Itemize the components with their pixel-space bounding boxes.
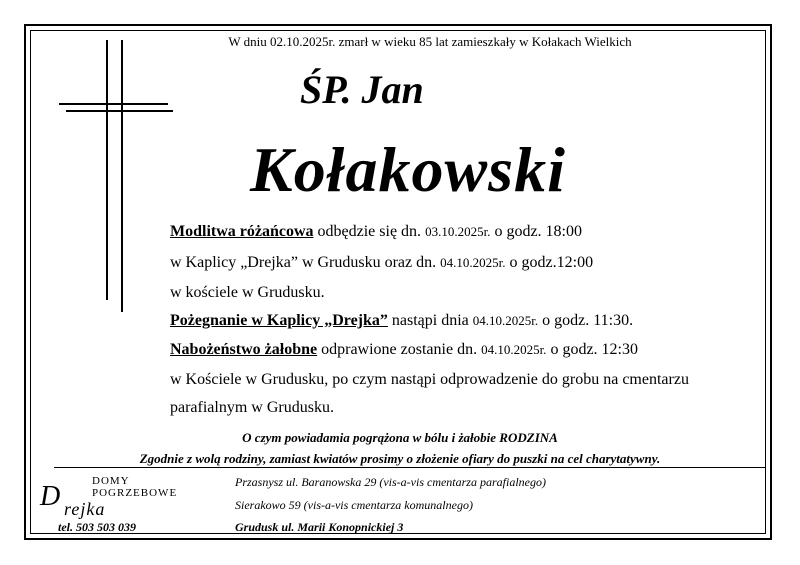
text-line-7: parafialnym w Grudusku. [170, 399, 334, 416]
address-2: Sierakowo 59 (vis-a-vis cmentarza komunalnego) [235, 498, 473, 512]
text-line-5: Nabożeństwo żałobne odprawione zostanie dn. 04.10.2025r. o godz. 12:30 [170, 341, 638, 358]
text-line-3: w kościele w Grudusku. [170, 284, 325, 301]
address-1: Przasnysz ul. Baranowska 29 (vis-a-vis cmentarza parafialnego) [235, 475, 546, 489]
divider [54, 467, 766, 468]
phone-number: tel. 503 503 039 [58, 520, 136, 534]
text-line-6: w Kościele w Grudusku, po czym nastąpi odprowadzenie do grobu na cmentarzu [170, 371, 689, 388]
text-line-2: w Kaplicy „Drejka” w Grudusku oraz dn. 04.10.2025r. o godz.12:00 [170, 254, 594, 271]
funeral-home-logo [40, 475, 180, 523]
cross-icon [106, 40, 108, 300]
title-prefix: ŚP. Jan [300, 67, 424, 112]
logo-d: D [40, 481, 61, 512]
surname: Kołakowski [250, 134, 566, 205]
text-line-4: Pożegnanie w Kaplicy „Drejka” nastąpi dnia 04.10.2025r. o godz. 11:30. [170, 312, 634, 329]
logo-drejka: rejka [64, 499, 106, 519]
logo-pogrzebowe: POGRZEBOWE [92, 487, 178, 499]
cross-bar-2 [66, 110, 173, 112]
cross-bar [59, 103, 168, 105]
cross-icon-line [121, 40, 123, 312]
family-notice: O czym powiadamia pogrążona w bólu i żałobie RODZINA [242, 430, 558, 445]
address-3: Grudusk ul. Marii Konopnickiej 3 [235, 520, 404, 534]
text-line-1: Modlitwa różańcowa odbędzie się dn. 03.10.2025r. o godz. 18:00 [170, 223, 582, 240]
charity-notice: Zgodnie z wolą rodziny, zamiast kwiatów prosimy o złożenie ofiary do puszki na cel charytatywny. [139, 451, 661, 466]
logo-domy: DOMY [92, 475, 130, 487]
death-notice-header: W dniu 02.10.2025r. zmarł w wieku 85 lat zamieszkały w Kołakach Wielkich [228, 34, 632, 49]
